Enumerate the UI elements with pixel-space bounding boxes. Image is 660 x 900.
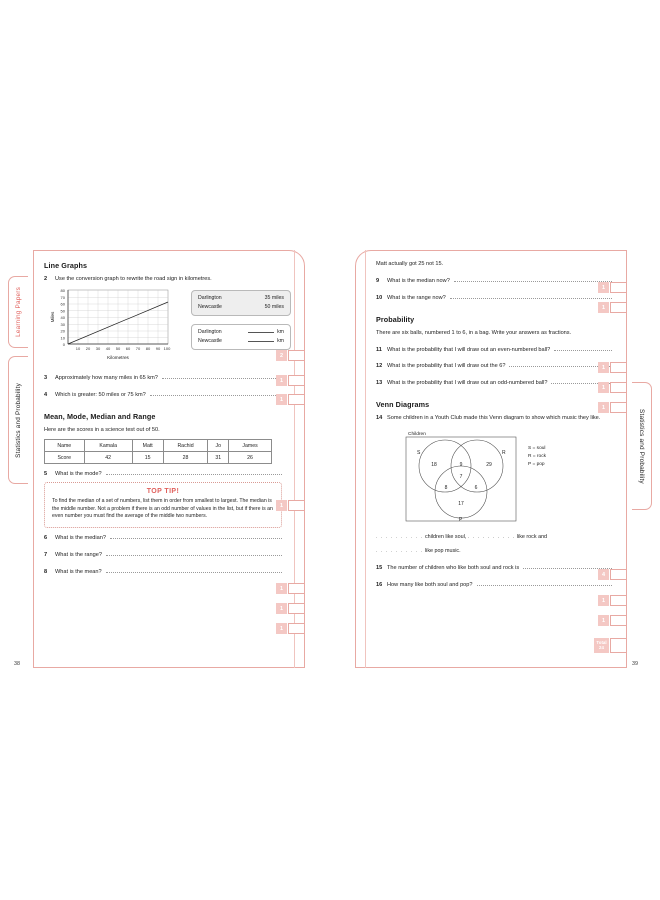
mark-entry-q11[interactable] <box>610 362 627 373</box>
question-16-text: How many like both soul and pop? <box>387 582 473 589</box>
mark-entry-q2[interactable] <box>288 350 305 361</box>
svg-text:50: 50 <box>60 308 65 314</box>
mark-box-q13[interactable] <box>598 402 627 413</box>
table-cell-name: Matt <box>132 440 163 452</box>
question-8-text: What is the mean? <box>55 568 102 575</box>
question-5-answer-line[interactable] <box>106 470 282 475</box>
mark-box-q7[interactable] <box>276 603 305 614</box>
road-sign-unit: km <box>277 338 284 345</box>
mark-value-q14: 4 <box>598 569 609 580</box>
question-4-number: 4 <box>44 391 48 398</box>
mark-value-q5: 1 <box>276 500 287 511</box>
total-mark-box[interactable] <box>594 638 627 653</box>
mark-entry-q16[interactable] <box>610 615 627 626</box>
table-cell-score: 26 <box>229 452 272 464</box>
question-11 <box>376 346 612 354</box>
table-cell-name: James <box>229 440 272 452</box>
svg-text:10: 10 <box>75 345 81 351</box>
page-gutter-line-right <box>365 250 366 668</box>
question-14-text: Some children in a Youth Club made this Venn diagram to show which music they like. <box>387 415 601 422</box>
question-2 <box>44 276 282 283</box>
road-sign-unit: km <box>277 328 284 335</box>
question-7-number: 7 <box>44 551 48 558</box>
heading-venn-diagrams: Venn Diagrams <box>376 400 430 410</box>
question-5-number: 5 <box>44 471 48 478</box>
question-7-answer-line[interactable] <box>106 551 282 556</box>
question-9-number: 9 <box>376 278 380 285</box>
graph-y-axis-label: Miles <box>50 311 55 323</box>
top-tip-box <box>44 482 282 528</box>
venn-diagram <box>376 426 614 530</box>
venn-key-soul: S = soul <box>528 446 546 452</box>
heading-probability: Probability <box>376 315 415 325</box>
mark-entry-q10[interactable] <box>610 302 627 313</box>
mark-box-q6[interactable] <box>276 583 305 594</box>
mark-value-q4: 1 <box>276 394 287 405</box>
question-9-text: What is the median now? <box>387 278 450 285</box>
mark-value-q10: 1 <box>598 302 609 313</box>
question-11-text: What is the probability that I will draw out an even-numbered ball? <box>387 346 551 353</box>
q14-answer-text-c: like pop music. <box>424 547 461 554</box>
venn-key-pop: P = pop <box>528 462 545 468</box>
conversion-graph-area <box>44 286 282 364</box>
conversion-line-graph <box>44 286 184 364</box>
question-5 <box>44 470 282 478</box>
question-9 <box>376 277 612 285</box>
table-header-score: Score <box>45 452 85 464</box>
table-cell-name: Rachid <box>163 440 208 452</box>
svg-text:40: 40 <box>105 345 111 351</box>
question-5-text: What is the mode? <box>55 471 102 478</box>
page-number-left: 38 <box>14 661 20 667</box>
svg-text:50: 50 <box>115 345 121 351</box>
mark-box-q9[interactable] <box>598 282 627 293</box>
table-cell-name: Jo <box>208 440 229 452</box>
svg-text:70: 70 <box>60 294 65 300</box>
svg-text:20: 20 <box>60 328 65 334</box>
road-sign-value: 35 miles <box>264 294 284 301</box>
question-3-number: 3 <box>44 374 48 381</box>
road-sign-row <box>198 294 284 303</box>
left-page <box>33 250 305 668</box>
question-13 <box>376 379 612 387</box>
question-3 <box>44 374 282 382</box>
question-3-answer-line[interactable] <box>162 374 282 379</box>
road-sign-miles <box>191 290 291 316</box>
svg-text:100: 100 <box>163 345 171 351</box>
heading-averages: Mean, Mode, Median and Range <box>44 411 156 421</box>
question-14 <box>376 415 612 422</box>
question-10-answer-line[interactable] <box>450 294 612 299</box>
table-cell-score: 15 <box>132 452 163 464</box>
scores-intro: Here are the scores in a science test out of 50. <box>44 426 160 433</box>
top-tip-title: TOP TIP! <box>146 488 180 496</box>
question-6 <box>44 534 282 542</box>
svg-text:80: 80 <box>145 345 151 351</box>
road-sign-answer-blank[interactable] <box>248 337 284 346</box>
road-sign-place: Darlington <box>198 328 222 335</box>
mark-entry-q6[interactable] <box>288 583 305 594</box>
mark-box-q2[interactable] <box>276 350 305 361</box>
svg-text:80: 80 <box>60 287 65 293</box>
answer-dots[interactable]: . . . . . . . . . . <box>376 547 424 554</box>
matt-correction-note: Matt actually got 25 not 15. <box>376 261 444 267</box>
mark-box-q8[interactable] <box>276 623 305 634</box>
mark-entry-q14[interactable] <box>610 569 627 580</box>
mark-value-q9: 1 <box>598 282 609 293</box>
answer-dots[interactable]: . . . . . . . . . . <box>376 534 424 541</box>
mark-entry-q3[interactable] <box>288 375 305 386</box>
question-14-answer-line-2[interactable] <box>376 546 612 557</box>
venn-value-s-and-r: 9 <box>459 462 463 469</box>
table-row-scores <box>45 452 272 464</box>
side-tab-statistics-probability-left[interactable] <box>8 356 28 484</box>
total-mark-label-group <box>594 638 609 653</box>
mark-value-q13: 1 <box>598 402 609 413</box>
question-11-number: 11 <box>376 346 382 353</box>
question-12-answer-line[interactable] <box>509 362 612 367</box>
mark-value-q15: 1 <box>598 595 609 606</box>
question-13-text: What is the probability that I will draw out an odd-numbered ball? <box>387 380 548 387</box>
svg-text:90: 90 <box>155 345 161 351</box>
question-6-text: What is the median? <box>55 534 106 541</box>
venn-value-s-only: 18 <box>431 462 437 469</box>
mark-box-q4[interactable] <box>276 394 305 405</box>
question-11-answer-line[interactable] <box>554 346 612 351</box>
mark-value-q16: 1 <box>598 615 609 626</box>
mark-value-q3: 1 <box>276 375 287 386</box>
question-15-text: The number of children who like both soul and rock is <box>387 565 520 572</box>
svg-text:40: 40 <box>60 314 65 320</box>
venn-value-all-three: 7 <box>459 474 463 481</box>
mark-value-q2: 2 <box>276 350 287 361</box>
question-8 <box>44 568 282 576</box>
score-table <box>44 439 272 464</box>
road-sign-place: Newcastle <box>198 304 222 311</box>
question-10 <box>376 294 612 302</box>
road-sign-answer-row <box>198 337 284 346</box>
question-12 <box>376 362 612 370</box>
question-4 <box>44 391 282 399</box>
road-sign-answer-blank[interactable] <box>248 328 284 337</box>
question-10-number: 10 <box>376 295 383 302</box>
question-16 <box>376 581 612 589</box>
table-header-name: Name <box>45 440 85 452</box>
total-mark-entry[interactable] <box>610 638 627 653</box>
question-2-text: Use the conversion graph to rewrite the road sign in kilometres. <box>55 276 212 282</box>
mark-box-q12[interactable] <box>598 382 627 393</box>
mark-entry-q4[interactable] <box>288 394 305 405</box>
mark-box-q5[interactable] <box>276 500 305 511</box>
svg-text:20: 20 <box>85 345 91 351</box>
venn-value-r-only: 29 <box>486 462 492 469</box>
question-2-number: 2 <box>44 276 48 282</box>
svg-text:60: 60 <box>125 345 131 351</box>
side-tab-learning-papers-label: Learning Papers <box>15 287 22 337</box>
side-tab-statistics-probability-right[interactable] <box>632 382 652 510</box>
svg-text:10: 10 <box>60 335 65 341</box>
mark-value-q11: 1 <box>598 362 609 373</box>
table-cell-score: 28 <box>163 452 208 464</box>
svg-text:60: 60 <box>60 301 65 307</box>
venn-label-p: P <box>459 517 463 524</box>
venn-label-r: R <box>502 450 506 457</box>
road-sign-place: Newcastle <box>198 338 222 345</box>
road-sign-value: 50 miles <box>264 304 284 311</box>
question-4-text: Which is greater: 50 miles or 75 km? <box>55 391 146 398</box>
heading-line-graphs: Line Graphs <box>44 261 88 270</box>
question-7 <box>44 551 282 559</box>
q14-answer-text-a: children like soul, <box>424 534 467 541</box>
page-number-right: 39 <box>632 661 638 667</box>
question-16-number: 16 <box>376 582 383 589</box>
side-tab-learning-papers[interactable] <box>8 276 28 348</box>
question-15-number: 15 <box>376 565 383 572</box>
question-15 <box>376 564 612 572</box>
mark-entry-q9[interactable] <box>610 282 627 293</box>
venn-universe-label: Children <box>408 432 426 438</box>
side-tab-statistics-probability-right-label: Statistics and Probability <box>638 408 645 484</box>
mark-box-q14[interactable] <box>598 569 627 580</box>
mark-value-q6: 1 <box>276 583 287 594</box>
mark-entry-q12[interactable] <box>610 382 627 393</box>
question-14-number: 14 <box>376 415 383 422</box>
graph-x-axis-label: Kilometres <box>107 354 129 360</box>
venn-value-r-and-p: 6 <box>474 485 478 492</box>
mark-entry-q13[interactable] <box>610 402 627 413</box>
right-page <box>355 250 627 668</box>
question-9-answer-line[interactable] <box>454 277 612 282</box>
question-13-number: 13 <box>376 380 383 387</box>
road-sign-km-answer[interactable] <box>191 324 291 350</box>
road-sign-row <box>198 303 284 312</box>
road-sign-answer-row <box>198 328 284 337</box>
mark-value-q7: 1 <box>276 603 287 614</box>
venn-key-rock: R = rock <box>528 454 546 460</box>
mark-box-q11[interactable] <box>598 362 627 373</box>
question-10-text: What is the range now? <box>387 295 446 302</box>
mark-value-q8: 1 <box>276 623 287 634</box>
total-value: 24 <box>599 644 604 650</box>
q14-answer-text-b: like rock and <box>516 534 548 541</box>
question-14-answer-line-1[interactable] <box>376 532 612 543</box>
venn-value-s-and-p: 8 <box>444 485 448 492</box>
table-cell-score: 42 <box>84 452 132 464</box>
question-6-number: 6 <box>44 534 48 541</box>
question-8-number: 8 <box>44 568 48 575</box>
question-12-text: What is the probability that I will draw out the 6? <box>387 363 506 370</box>
question-7-text: What is the range? <box>55 551 102 558</box>
probability-intro: There are six balls, numbered 1 to 6, in a bag. Write your answers as fractions. <box>376 330 572 337</box>
mark-entry-q8[interactable] <box>288 623 305 634</box>
mark-entry-q15[interactable] <box>610 595 627 606</box>
mark-entry-q7[interactable] <box>288 603 305 614</box>
road-sign-place: Darlington <box>198 294 222 301</box>
mark-value-q12: 1 <box>598 382 609 393</box>
svg-text:30: 30 <box>60 321 65 327</box>
table-cell-score: 31 <box>208 452 229 464</box>
question-16-answer-line[interactable] <box>477 581 612 586</box>
mark-entry-q5[interactable] <box>288 500 305 511</box>
mark-box-q16[interactable] <box>598 615 627 626</box>
answer-dots[interactable]: . . . . . . . . . . <box>467 534 516 541</box>
svg-text:70: 70 <box>135 345 141 351</box>
venn-value-p-only: 17 <box>458 501 464 508</box>
venn-diagram-area <box>376 426 612 530</box>
venn-label-s: S <box>417 450 421 457</box>
total-label: Total <box>596 639 607 645</box>
mark-box-q10[interactable] <box>598 302 627 313</box>
mark-box-q3[interactable] <box>276 375 305 386</box>
question-6-answer-line[interactable] <box>110 534 282 539</box>
top-tip-body: To find the median of a set of numbers, list them in order from smallest to largest. The median is the middle number. Not a problem if there is an odd number of values in the list, but if there is an even number you must find the average of the middle two numbers. <box>52 498 273 520</box>
table-cell-name: Kamala <box>84 440 132 452</box>
question-12-number: 12 <box>376 363 383 370</box>
side-tab-statistics-probability-left-label: Statistics and Probability <box>15 382 22 458</box>
svg-text:0: 0 <box>62 341 65 347</box>
question-8-answer-line[interactable] <box>106 568 282 573</box>
mark-box-q15[interactable] <box>598 595 627 606</box>
question-3-text: Approximately how many miles in 65 km? <box>55 374 158 381</box>
table-row-names <box>45 440 272 452</box>
svg-text:30: 30 <box>95 345 101 351</box>
question-4-answer-line[interactable] <box>150 391 282 396</box>
